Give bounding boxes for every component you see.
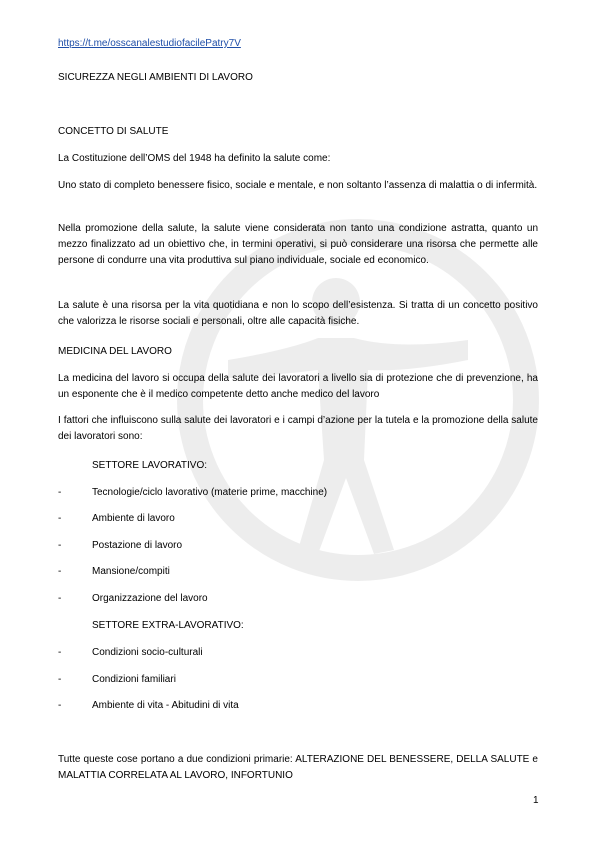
- list-bullet: -: [58, 647, 62, 658]
- list-item: Condizioni socio-culturali: [92, 647, 203, 658]
- list-item: Organizzazione del lavoro: [92, 593, 208, 604]
- list-item: Condizioni familiari: [92, 674, 176, 685]
- paragraph-conclusion: Tutte queste cose portano a due condizioni primarie: ALTERAZIONE DEL BENESSERE, DELLA SALUTE e MALATTIA CORRELATA AL LAVORO, INFORTUNIO: [58, 754, 538, 781]
- list-bullet: -: [58, 566, 62, 577]
- list-bullet: -: [58, 593, 62, 604]
- telegram-link[interactable]: https://t.me/osscanalestudiofacilePatry7V: [58, 38, 241, 49]
- list-item: Mansione/compiti: [92, 566, 170, 577]
- paragraph-occupational-medicine: La medicina del lavoro si occupa della salute dei lavoratori a livello sia di protezione che di prevenzione, ha un esponente che è il medico competente detto anche medico del lavoro: [58, 373, 538, 400]
- paragraph-health-promotion: Nella promozione della salute, la salute viene considerata non tanto una condizione astratta, quanto un mezzo finalizzato ad un obiettivo che, in termini operativi, si può considerare una risorsa che permette alle persone di condurre una vita produttiva sul piano individuale, sociale ed economico.: [58, 223, 538, 266]
- list-item: Postazione di lavoro: [92, 540, 183, 551]
- document-title: SICUREZZA NEGLI AMBIENTI DI LAVORO: [58, 72, 253, 83]
- list-bullet: -: [58, 513, 62, 524]
- list-item: Ambiente di lavoro: [92, 513, 175, 524]
- list-bullet: -: [58, 540, 62, 551]
- list-item: Ambiente di vita - Abitudini di vita: [92, 700, 239, 711]
- paragraph-health-definition: Uno stato di completo benessere fisico, sociale e mentale, e non soltanto l’assenza di malattia o di infermità.: [58, 180, 538, 191]
- list-bullet: -: [58, 700, 62, 711]
- section-heading-concetto-di-salute: CONCETTO DI SALUTE: [58, 126, 169, 137]
- paragraph-health-resource: La salute è una risorsa per la vita quotidiana e non lo scopo dell’esistenza. Si tratta di un concetto positivo che valorizza le risorse sociali e personali, oltre alle capacità fisiche.: [58, 300, 538, 327]
- group-heading-settore-extra-lavorativo: SETTORE EXTRA-LAVORATIVO:: [92, 620, 244, 631]
- paragraph-factors: I fattori che influiscono sulla salute dei lavoratori e i campi d’azione per la tutela e la promozione della salute dei lavoratori sono:: [58, 415, 538, 442]
- list-item: Tecnologie/ciclo lavorativo (materie prime, macchine): [92, 487, 328, 498]
- section-heading-medicina-del-lavoro: MEDICINA DEL LAVORO: [58, 346, 172, 357]
- page-number: 1: [533, 795, 539, 806]
- group-heading-settore-lavorativo: SETTORE LAVORATIVO:: [92, 460, 208, 471]
- paragraph-oms-definition: La Costituzione dell’OMS del 1948 ha definito la salute come:: [58, 153, 331, 164]
- list-bullet: -: [58, 674, 62, 685]
- list-bullet: -: [58, 487, 62, 498]
